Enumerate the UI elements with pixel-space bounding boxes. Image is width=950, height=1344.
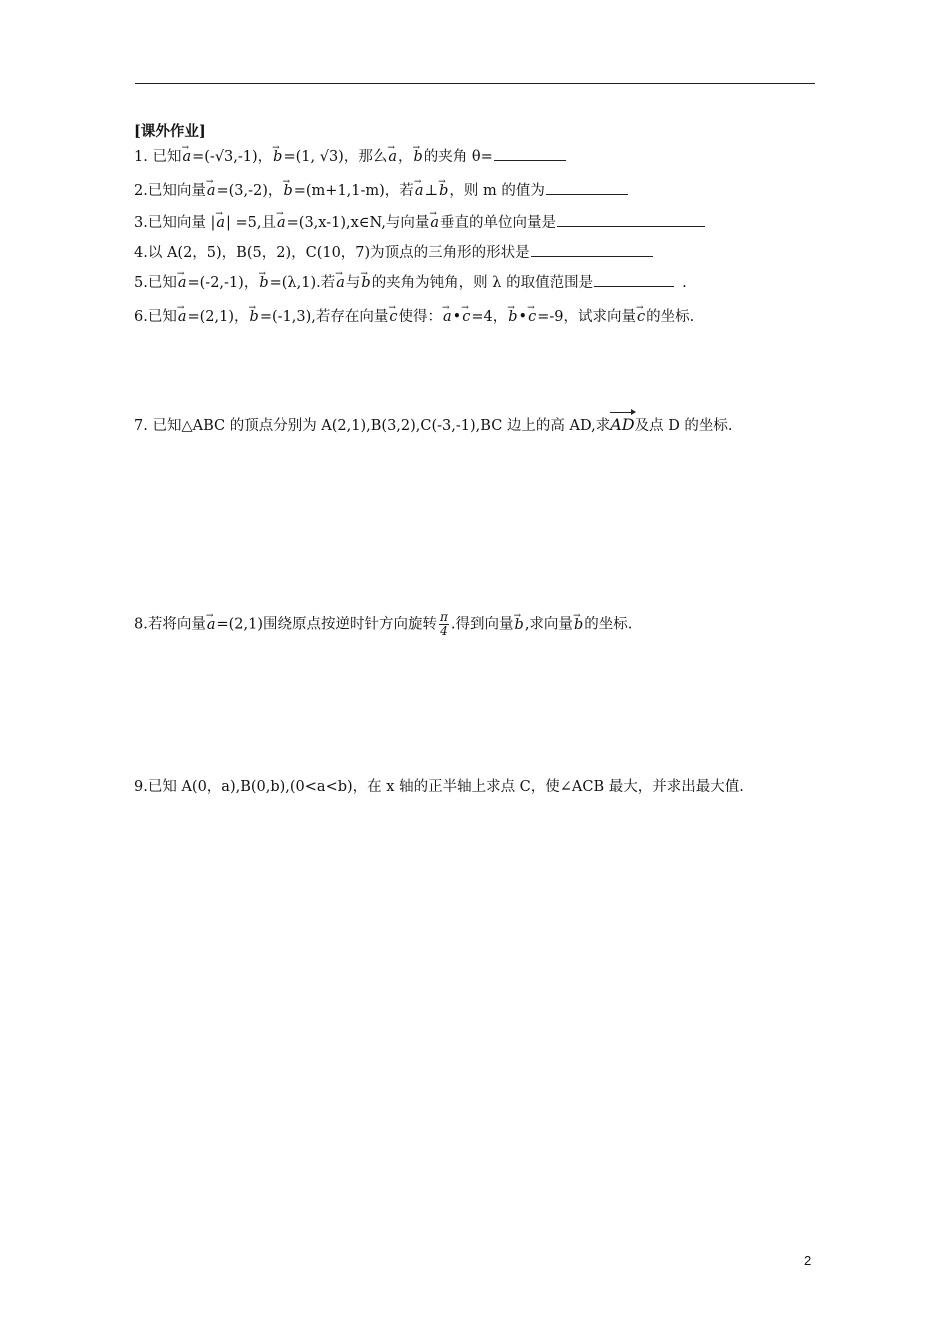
vector-a: → a [206,181,217,201]
q3-text: 垂直的单位向量是 [440,215,557,231]
q8-text: .得到向量 [450,616,514,633]
q6-text: =4， [471,309,508,325]
vector-c: → c [527,307,537,327]
q6-text: =(-1,3),若存在向量 [259,309,389,325]
q1-text: ， [398,149,413,165]
vector-a: → a [276,213,287,233]
q1-text: =(-√3,-1)， [192,149,273,165]
vector-b: → b [249,307,260,327]
question-5 [134,272,687,293]
header-rule [135,83,815,84]
question-2 [134,180,628,201]
q5-text: . [682,275,687,291]
vector-b: → b [272,147,283,167]
answer-blank [546,180,628,195]
vector-a: → a [177,273,188,293]
q6-text: =(2,1)， [187,309,249,325]
q5-text: 的夹角为钝角，则 λ 的取值范围是 [371,275,594,291]
q2-text: =(m+1,1-m)，若 [293,183,414,199]
vector-b: → b [282,181,293,201]
q8-text: 8.若将向量 [134,616,206,633]
q1-text: 的夹角 θ= [423,149,493,165]
section-heading: [课外作业] [134,123,206,140]
vector-b: → b [514,615,525,635]
answer-blank [594,272,674,287]
q4-text: 4.以 A(2，5)，B(5，2)，C(10，7)为顶点的三角形的形状是 [134,245,530,261]
vector-a: → a [442,307,453,327]
fraction-numerator: π [440,610,448,624]
q2-text: =(3,-2)， [216,183,283,199]
vector-a: → a [414,181,425,201]
question-7 [134,415,733,436]
q1-text: =(1, √3)，那么 [283,149,388,165]
vector-a: → a [335,273,346,293]
q7-text: 7. 已知△ABC 的顶点分别为 A(2,1),B(3,2),C(-3,-1),BC 边上的高 AD,求 [134,418,611,434]
q7-text: 及点 D 的坐标. [634,418,733,434]
vector-b: → b [507,307,518,327]
q5-text: =(-2,-1)， [187,275,259,291]
q8-text: 的坐标. [584,616,633,633]
question-3 [134,212,705,233]
vector-a: → a [177,307,188,327]
vector-b: → b [258,273,269,293]
q6-text: 的坐标. [646,309,695,325]
q2-text: ，则 m 的值为 [449,183,545,199]
q3-text: =(3,x-1),x∈N,与向量 [286,215,430,231]
answer-blank [531,242,653,257]
vector-b: → b [360,273,371,293]
vector-b: → b [438,181,449,201]
q5-text: 与 [345,275,361,291]
q6-text: • [518,309,528,325]
q6-text: • [452,309,462,325]
q6-text: 使得： [398,309,442,325]
vector-a: → a [206,615,217,635]
vector-b: → b [573,615,584,635]
fraction-pi-over-4 [439,611,449,638]
question-6 [134,307,694,327]
q6-text: =-9，试求向量 [537,309,636,325]
q5-text: 5.已知 [134,275,177,291]
question-9 [134,777,744,797]
vector-c: → c [636,307,646,327]
answer-blank [557,212,705,227]
q3-text: | =5,且 [226,215,276,231]
vector-a: → a [387,147,398,167]
vector-a: → a [181,147,192,167]
q3-text: 3.已知向量 | [134,215,216,231]
vector-c: → c [461,307,471,327]
fraction-denominator: 4 [440,624,448,638]
question-1 [134,146,566,167]
vector-a: → a [429,213,440,233]
q6-text: 6.已知 [134,309,177,325]
q1-text: 1. 已知 [134,149,182,165]
vector-c: → c [388,307,398,327]
answer-blank [494,146,566,161]
q2-text: 2.已知向量 [134,183,206,199]
vector-ad: AD [610,415,635,434]
q8-text: =(2,1)围绕原点按逆时针方向旋转 [216,616,438,633]
question-4 [134,242,653,263]
question-8 [134,611,632,638]
q9-text: 9.已知 A(0，a),B(0,b),(0<a<b)，在 x 轴的正半轴上求点 C，使∠ACB 最大，并求出最大值. [134,779,744,795]
q5-text: =(λ,1).若 [269,275,336,291]
q2-text: ⊥ [424,183,439,199]
vector-a: → a [215,213,226,233]
vector-b: → b [413,147,424,167]
page-number: 2 [804,1253,812,1268]
q8-text: ,求向量 [524,616,573,633]
